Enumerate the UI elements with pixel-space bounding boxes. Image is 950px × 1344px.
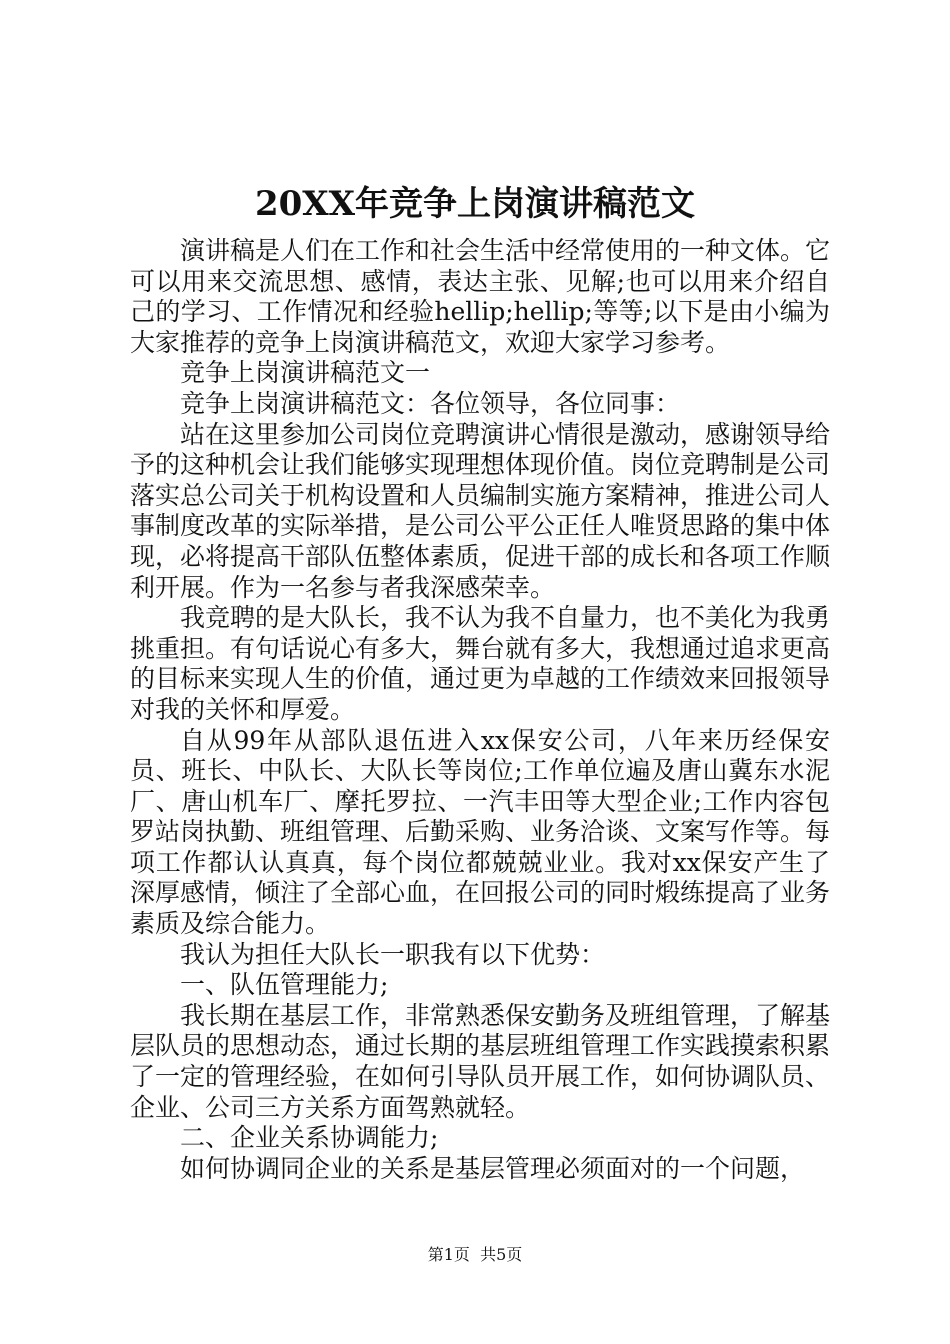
document-body — [130, 236, 830, 1184]
paragraph: 竞争上岗演讲稿范文：各位领导，各位同事： — [180, 388, 681, 418]
paragraph: 我认为担任大队长一职我有以下优势： — [180, 939, 606, 969]
paragraph: 演讲稿是人们在工作和社会生活中经常使用的一种文体。它可以用来交流思想、感情，表达主张、见解;也可以用来介绍自己的学习、工作情况和经验hellip;hellip;等等;以下是由小编为大家推荐的竞争上岗演讲稿范文，欢迎大家学习参考。 — [130, 236, 831, 357]
paragraph: 我竞聘的是大队长，我不认为我不自量力，也不美化为我勇挑重担。有句话说心有多大，舞台就有多大，我想通过追求更高的目标来实现人生的价值，通过更为卓越的工作绩效来回报领导对我的关怀和厚爱。 — [130, 603, 831, 724]
paragraph: 如何协调同企业的关系是基层管理必须面对的一个问题， — [180, 1153, 806, 1183]
section-heading: 竞争上岗演讲稿范文一 — [180, 358, 431, 388]
paragraph: 我长期在基层工作，非常熟悉保安勤务及班组管理，了解基层队员的思想动态，通过长期的基层班组管理工作实践摸索积累了一定的管理经验，在如何引导队员开展工作，如何协调队员、企业、公司三方关系方面驾熟就轻。 — [130, 1000, 831, 1122]
document-title: 20XX年竞争上岗演讲稿范文 — [254, 184, 696, 224]
page-footer: 第1页 共5页 — [427, 1245, 523, 1264]
section-heading: 一、队伍管理能力; — [180, 970, 389, 1000]
paragraph: 站在这里参加公司岗位竞聘演讲心情很是激动，感谢领导给予的这种机会让我们能够实现理想体现价值。岗位竞聘制是公司落实总公司关于机构设置和人员编制实施方案精神，推进公司人事制度改革的实际举措，是公司公平公正任人唯贤思路的集中体现，必将提高干部队伍整体素质，促进干部的成长和各项工作顺利开展。作为一名参与者我深感荣幸。 — [130, 419, 831, 602]
paragraph: 自从99年从部队退伍进入xx保安公司，八年来历经保安员、班长、中队长、大队长等岗位;工作单位遍及唐山冀东水泥厂、唐山机车厂、摩托罗拉、一汽丰田等大型企业;工作内容包罗站岗执勤、班组管理、后勤采购、业务洽谈、文案写作等。每项工作都认认真真，每个岗位都兢兢业业。我对xx保安产生了深厚感情，倾注了全部心血，在回报公司的同时煅练提高了业务素质及综合能力。 — [130, 725, 831, 939]
section-heading: 二、企业关系协调能力; — [180, 1123, 439, 1153]
